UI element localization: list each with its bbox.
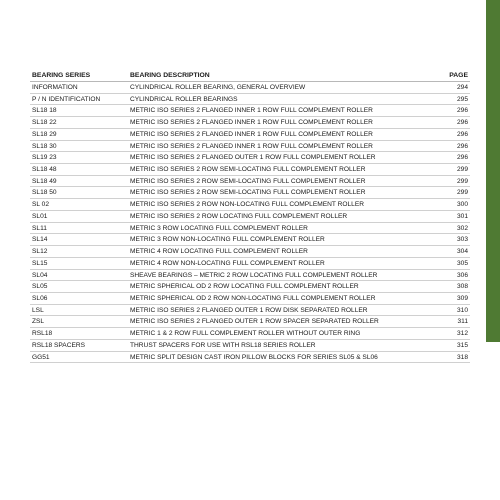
page-number-cell: 312 [456,330,468,338]
header-bearing-description: BEARING DESCRIPTION [130,72,210,79]
bearing-series-cell: P / N IDENTIFICATION [32,95,101,103]
bearing-series-cell: SL18 22 [32,119,57,127]
table-row [30,340,470,352]
bearing-description-cell: METRIC 4 ROW LOCATING FULL COMPLEMENT ROLLER [130,248,308,256]
bearing-description-cell: METRIC 3 ROW LOCATING FULL COMPLEMENT ROLLER [130,224,308,232]
page-number-cell: 296 [456,154,468,162]
bearing-series-cell: SL05 [32,283,48,291]
table-row [30,152,470,164]
page-number-cell: 310 [456,306,468,314]
bearing-series-cell: LSL [32,306,44,314]
bearing-series-cell: SL04 [32,271,48,279]
table-header-row [30,70,470,82]
table-row [30,352,470,364]
bearing-description-cell: METRIC 1 & 2 ROW FULL COMPLEMENT ROLLER WITHOUT OUTER RING [130,330,361,338]
table-row [30,316,470,328]
table-body [30,82,470,363]
table-row [30,281,470,293]
bearing-description-cell: METRIC ISO SERIES 2 FLANGED OUTER 1 ROW FULL COMPLEMENT ROLLER [130,154,376,162]
bearing-series-cell: SL12 [32,248,48,256]
header-page: PAGE [449,72,468,79]
bearing-description-cell: METRIC 4 ROW NON-LOCATING FULL COMPLEMENT ROLLER [130,259,325,267]
green-side-bar [486,0,500,342]
bearing-description-cell: CYLINDRICAL ROLLER BEARINGS [130,95,238,103]
bearing-series-cell: GG51 [32,353,50,361]
page-number-cell: 311 [457,318,468,326]
bearing-series-cell: SL15 [32,259,48,267]
page-number-cell: 296 [456,130,468,138]
bearing-description-cell: METRIC ISO SERIES 2 FLANGED OUTER 1 ROW DISK SEPARATED ROLLER [130,306,368,314]
page-number-cell: 300 [456,201,468,209]
page-number-cell: 318 [456,353,468,361]
bearing-description-cell: METRIC ISO SERIES 2 FLANGED INNER 1 ROW FULL COMPLEMENT ROLLER [130,107,373,115]
page-number-cell: 299 [456,166,468,174]
table-row [30,141,470,153]
table-row [30,234,470,246]
bearing-description-cell: METRIC ISO SERIES 2 ROW NON-LOCATING FULL COMPLEMENT ROLLER [130,201,364,209]
bearing-series-cell: INFORMATION [32,84,78,91]
bearing-description-cell: METRIC SPHERICAL OD 2 ROW LOCATING FULL COMPLEMENT ROLLER [130,283,359,291]
bearing-description-cell: CYLINDRICAL ROLLER BEARING, GENERAL OVERVIEW [130,84,306,91]
bearing-index-table [30,70,470,363]
table-row [30,211,470,223]
bearing-series-cell: SL18 29 [32,130,57,138]
bearing-series-cell: SL11 [32,224,47,232]
page-number-cell: 296 [456,142,468,150]
table-row [30,94,470,106]
bearing-description-cell: METRIC ISO SERIES 2 FLANGED INNER 1 ROW FULL COMPLEMENT ROLLER [130,130,373,138]
bearing-description-cell: METRIC ISO SERIES 2 FLANGED OUTER 1 ROW SPACER SEPARATED ROLLER [130,318,379,326]
bearing-description-cell: SHEAVE BEARINGS – METRIC 2 ROW LOCATING FULL COMPLEMENT ROLLER [130,271,378,279]
bearing-series-cell: SL 02 [32,201,49,209]
page-number-cell: 295 [456,95,468,103]
bearing-description-cell: METRIC ISO SERIES 2 FLANGED INNER 1 ROW FULL COMPLEMENT ROLLER [130,142,373,150]
bearing-series-cell: RSL18 SPACERS [32,341,86,349]
page-number-cell: 305 [456,259,468,267]
page-number-cell: 303 [456,236,468,244]
table-row [30,270,470,282]
page-number-cell: 306 [456,271,468,279]
table-row [30,187,470,199]
bearing-description-cell: METRIC SPLIT DESIGN CAST IRON PILLOW BLOCKS FOR SERIES SL05 & SL06 [130,353,378,361]
page-number-cell: 296 [456,107,468,115]
page-number-cell: 296 [456,119,468,127]
table-row [30,176,470,188]
table-row [30,258,470,270]
table-row [30,246,470,258]
bearing-description-cell: METRIC ISO SERIES 2 FLANGED INNER 1 ROW FULL COMPLEMENT ROLLER [130,119,373,127]
header-bearing-series: BEARING SERIES [32,72,91,79]
table-row [30,223,470,235]
bearing-series-cell: ZSL [32,318,45,326]
bearing-description-cell: METRIC ISO SERIES 2 ROW LOCATING FULL COMPLEMENT ROLLER [130,212,348,220]
page-number-cell: 304 [456,248,468,256]
bearing-series-cell: RSL18 [32,330,53,338]
table-row [30,105,470,117]
bearing-series-cell: SL18 48 [32,166,57,174]
table-row [30,293,470,305]
table-row [30,117,470,129]
bearing-series-cell: SL18 18 [32,107,57,115]
bearing-description-cell: METRIC SPHERICAL OD 2 ROW NON-LOCATING FULL COMPLEMENT ROLLER [130,294,376,302]
bearing-series-cell: SL06 [32,294,48,302]
bearing-series-cell: SL01 [32,212,48,220]
page-number-cell: 309 [456,294,468,302]
bearing-description-cell: METRIC 3 ROW NON-LOCATING FULL COMPLEMENT ROLLER [130,236,325,244]
bearing-series-cell: SL18 50 [32,189,57,197]
bearing-series-cell: SL18 30 [32,142,57,150]
bearing-series-cell: SL14 [32,236,48,244]
bearing-description-cell: METRIC ISO SERIES 2 ROW SEMI-LOCATING FULL COMPLEMENT ROLLER [130,177,366,185]
bearing-series-cell: SL18 49 [32,177,57,185]
page-number-cell: 315 [456,341,468,349]
bearing-description-cell: METRIC ISO SERIES 2 ROW SEMI-LOCATING FULL COMPLEMENT ROLLER [130,189,366,197]
page-number-cell: 299 [456,189,468,197]
page-number-cell: 308 [456,283,468,291]
table-row [30,82,470,94]
bearing-series-cell: SL19 23 [32,154,57,162]
bearing-description-cell: THRUST SPACERS FOR USE WITH RSL18 SERIES ROLLER [130,341,316,349]
table-row [30,328,470,340]
table-row [30,305,470,317]
table-row [30,129,470,141]
page-number-cell: 302 [456,224,468,232]
bearing-description-cell: METRIC ISO SERIES 2 ROW SEMI-LOCATING FULL COMPLEMENT ROLLER [130,166,366,174]
table-row [30,164,470,176]
page-number-cell: 301 [456,212,468,220]
page-number-cell: 299 [456,177,468,185]
page-number-cell: 294 [456,84,468,91]
table-row [30,199,470,211]
